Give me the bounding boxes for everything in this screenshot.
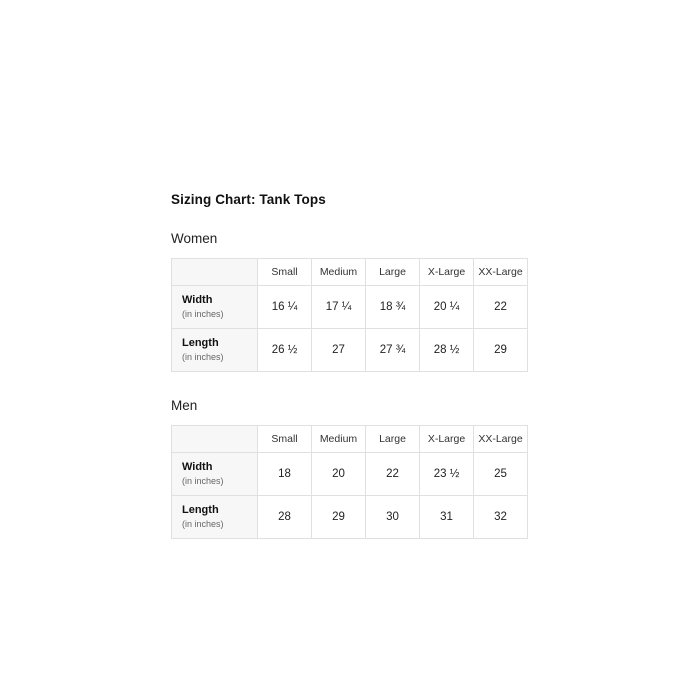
cell-value: 22: [474, 286, 528, 329]
table-row: [172, 496, 528, 539]
section-men: [171, 398, 591, 539]
row-header-width: [172, 453, 258, 496]
table-corner-cell: [172, 426, 258, 453]
row-header-sublabel: (in inches): [182, 352, 224, 363]
table-body-men: [172, 453, 528, 539]
table-header-men: [172, 426, 528, 453]
row-header-sublabel: (in inches): [182, 519, 224, 530]
cell-value: 20: [312, 453, 366, 496]
column-header-xlarge: X-Large: [420, 426, 474, 453]
cell-value: 27 ¾: [366, 329, 420, 372]
row-header-label: Length: [182, 503, 219, 516]
column-header-xlarge: X-Large: [420, 259, 474, 286]
cell-value: 30: [366, 496, 420, 539]
cell-value: 29: [474, 329, 528, 372]
cell-value: 18 ¾: [366, 286, 420, 329]
table-header-women: [172, 259, 528, 286]
cell-value: 23 ½: [420, 453, 474, 496]
table-body-women: [172, 286, 528, 372]
cell-value: 16 ¼: [258, 286, 312, 329]
table-row: [172, 286, 528, 329]
section-heading-men: Men: [171, 398, 198, 413]
column-header-medium: Medium: [312, 426, 366, 453]
column-header-small: Small: [258, 426, 312, 453]
row-header-length: [172, 496, 258, 539]
table-row: [172, 453, 528, 496]
row-header-label: Length: [182, 336, 219, 349]
column-header-medium: Medium: [312, 259, 366, 286]
section-women: [171, 231, 591, 372]
cell-value: 27: [312, 329, 366, 372]
row-header-label: Width: [182, 460, 213, 473]
table-header-row: [172, 259, 528, 286]
cell-value: 18: [258, 453, 312, 496]
cell-value: 28 ½: [420, 329, 474, 372]
row-header-sublabel: (in inches): [182, 476, 224, 487]
table-row: [172, 329, 528, 372]
page-title: Sizing Chart: Tank Tops: [171, 192, 326, 207]
row-header-label: Width: [182, 293, 213, 306]
table-header-row: [172, 426, 528, 453]
cell-value: 28: [258, 496, 312, 539]
row-header-sublabel: (in inches): [182, 309, 224, 320]
cell-value: 25: [474, 453, 528, 496]
column-header-large: Large: [366, 259, 420, 286]
column-header-xxlarge: XX-Large: [474, 426, 528, 453]
cell-value: 32: [474, 496, 528, 539]
sizing-table-men: [171, 425, 528, 539]
cell-value: 29: [312, 496, 366, 539]
cell-value: 20 ¼: [420, 286, 474, 329]
cell-value: 17 ¼: [312, 286, 366, 329]
column-header-small: Small: [258, 259, 312, 286]
sizing-chart-content: [171, 192, 591, 565]
cell-value: 26 ½: [258, 329, 312, 372]
section-heading-women: Women: [171, 231, 218, 246]
row-header-length: [172, 329, 258, 372]
cell-value: 31: [420, 496, 474, 539]
column-header-xxlarge: XX-Large: [474, 259, 528, 286]
table-corner-cell: [172, 259, 258, 286]
row-header-width: [172, 286, 258, 329]
cell-value: 22: [366, 453, 420, 496]
sizing-table-women: [171, 258, 528, 372]
column-header-large: Large: [366, 426, 420, 453]
